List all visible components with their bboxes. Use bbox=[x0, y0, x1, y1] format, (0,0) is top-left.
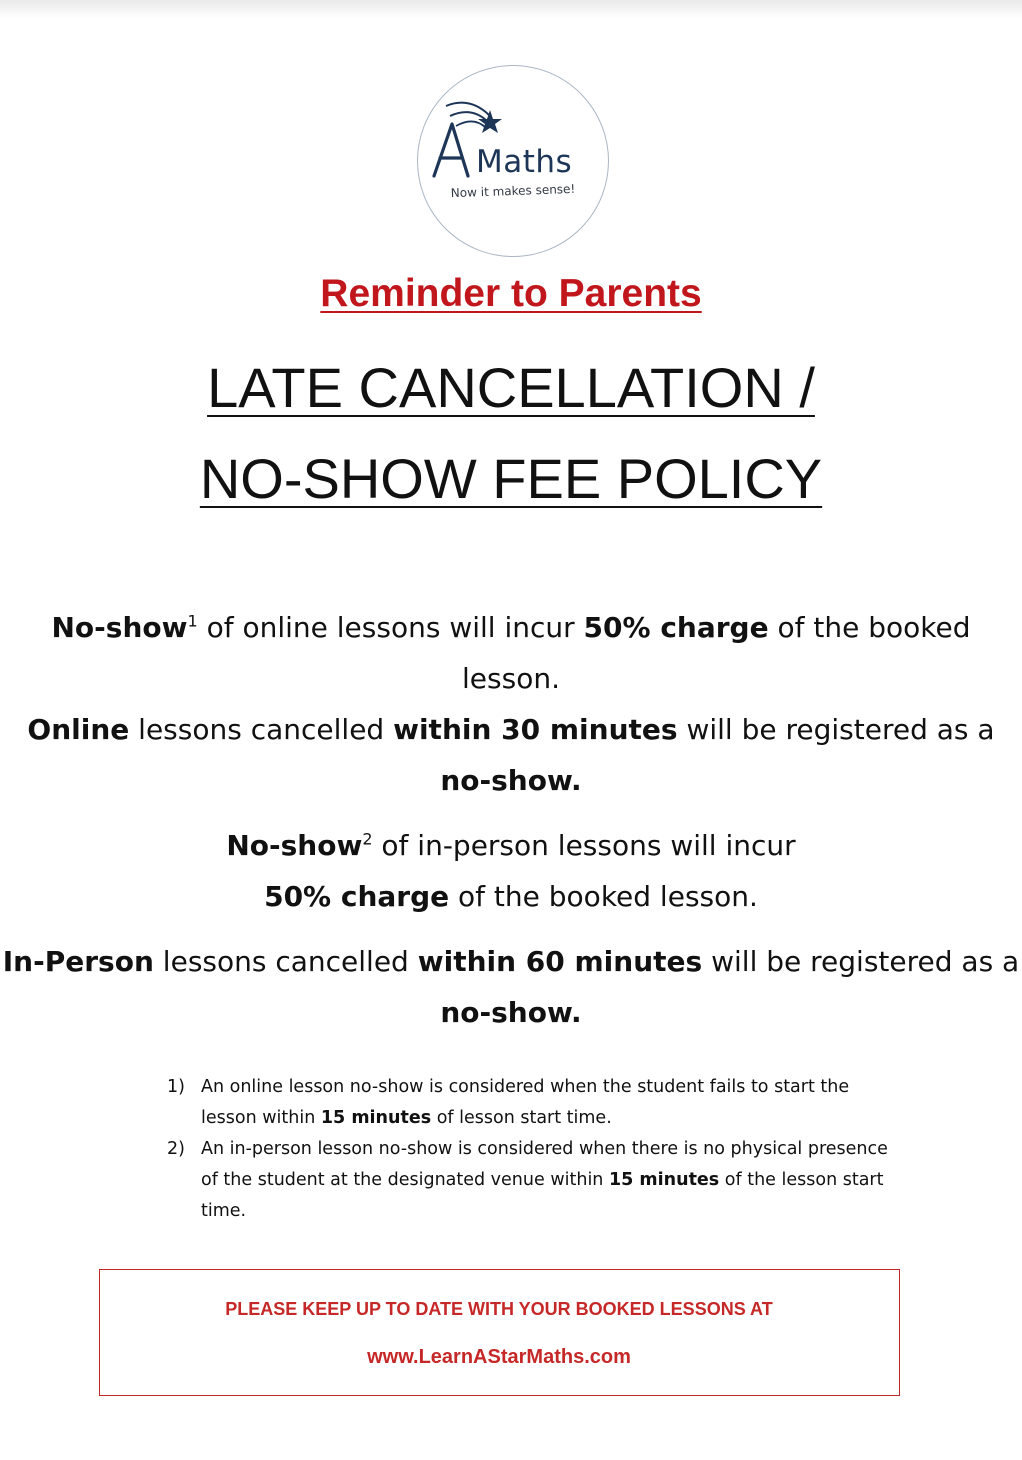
policy-title-line-2: NO-SHOW FEE POLICY bbox=[199, 447, 823, 510]
charge-amount: 50% charge bbox=[264, 880, 450, 913]
cancel-window: within 60 minutes bbox=[417, 945, 703, 978]
reminder-heading: Reminder to Parents bbox=[320, 272, 702, 315]
footnote-number: 2) bbox=[167, 1139, 185, 1159]
footnote-ref: 1 bbox=[187, 611, 198, 631]
footnote-number: 1) bbox=[167, 1077, 185, 1097]
inperson-cancel-text: In-Person lessons cancelled within 60 minutes will be registered as a no-show. bbox=[2, 945, 1020, 1029]
policy-title-line-1: LATE CANCELLATION / bbox=[207, 356, 815, 419]
noshow-end: no-show. bbox=[440, 996, 582, 1029]
inperson-charge-text: No-show$^2$ of in-person lessons will incur 50% charge of the booked lesson. bbox=[226, 829, 796, 913]
footnote-item: 1) An online lesson no-show is considered when the student fails to start the lesson within 15 minutes of lesson start time. bbox=[167, 1072, 907, 1134]
inperson-term: In-Person bbox=[2, 945, 154, 978]
logo-tagline: Now it makes sense! bbox=[450, 181, 576, 201]
footnote-item: 2) An in-person lesson no-show is considered when there is no physical presence of the student at the designated venue within 15 minutes of the lesson start time. bbox=[167, 1134, 907, 1227]
website-link[interactable]: www.LearnAStarMaths.com bbox=[367, 1346, 631, 1368]
booking-reminder-text: PLEASE KEEP UP TO DATE WITH YOUR BOOKED LESSONS AT bbox=[225, 1299, 773, 1319]
noshow-term: No-show bbox=[226, 829, 363, 862]
booking-reminder-box bbox=[99, 1269, 900, 1396]
online-policy-text: No-show$^1$ of online lessons will incur 50% charge of the booked lesson. Online lessons cancelled within 30 minutes will be registered as a no-show. bbox=[27, 611, 995, 797]
charge-amount: 50% charge bbox=[583, 611, 769, 644]
noshow-term: No-show bbox=[51, 611, 188, 644]
footnote-ref: 2 bbox=[362, 829, 373, 849]
footnotes bbox=[167, 1072, 907, 1227]
brand-logo bbox=[417, 65, 609, 257]
noshow-end: no-show. bbox=[440, 764, 582, 797]
online-term: Online bbox=[27, 713, 130, 746]
top-edge-shadow bbox=[0, 0, 1022, 18]
logo-wordmark: Maths bbox=[476, 144, 573, 180]
cancel-window: within 30 minutes bbox=[393, 713, 678, 746]
